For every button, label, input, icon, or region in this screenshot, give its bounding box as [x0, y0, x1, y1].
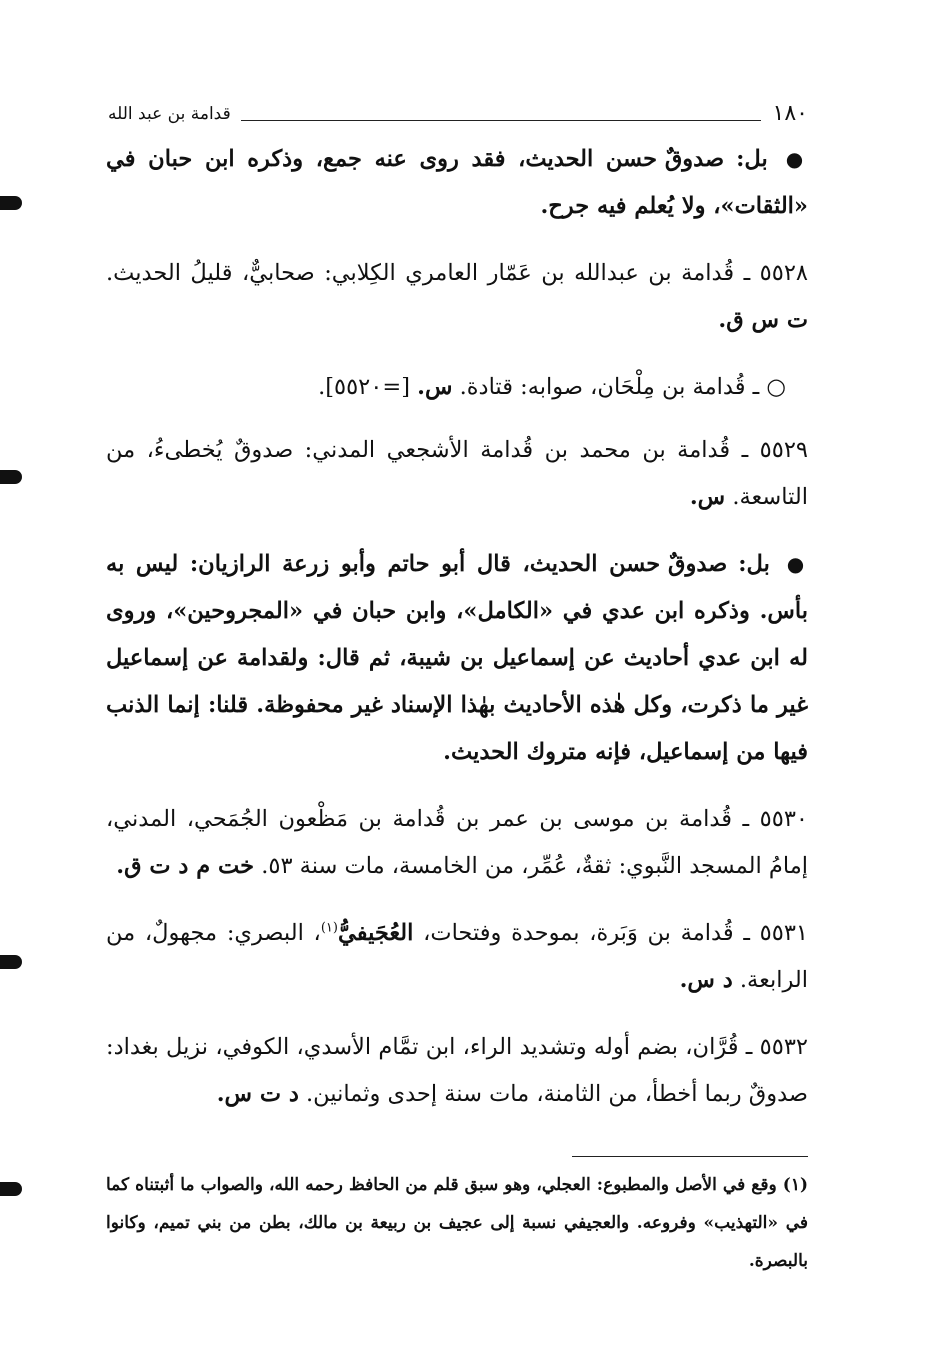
footnote-text: وقع في الأصل والمطبوع: العجلي، وهو سبق قلم من الحافظ رحمه الله، والصواب ما أثبتناه كما في «التهذيب» وفروعه. والعجيفي نسبة إلى عجيف بن ربيعة بن مالك، بطن من بني تميم، وكانوا بالبصرة. — [106, 1175, 808, 1271]
entry-5531 — [106, 910, 808, 1004]
entry-codes: د ت س. — [216, 1081, 299, 1107]
entry-text: قُدامة بن محمد بن قُدامة الأشجعي المدني: صدوقٌ يُخطىءُ، من التاسعة. — [106, 437, 808, 510]
entry-lead: بل: — [738, 551, 770, 577]
entry-text: صدوقٌ حسن الحديث، فقد روى عنه جمع، وذكره ابن حبان في «الثقات»، ولا يُعلم فيه جرح. — [106, 146, 808, 219]
footnote-rule — [572, 1156, 808, 1157]
entry-text: قُدامة بن موسى بن عمر بن قُدامة بن مَظْعون الجُمَحي، المدني، إمامُ المسجد النَّبوي: ثقةٌ، عُمِّر، من الخامسة، مات سنة ٥٣. — [106, 806, 808, 879]
entry-comment — [106, 541, 808, 776]
entry-codes: د س. — [679, 967, 733, 993]
running-header — [108, 96, 808, 126]
entry-cross-ref — [106, 364, 808, 411]
entry-5528 — [106, 250, 808, 344]
edge-tab-mark — [0, 955, 22, 969]
entry-comment — [106, 136, 808, 230]
header-rule — [241, 120, 761, 121]
bullet-icon: ● — [785, 147, 808, 171]
entry-5532 — [106, 1024, 808, 1118]
entry-number: ٥٥٣٠ ـ — [742, 806, 809, 832]
entry-tail: [=٥٥٢٠]. — [318, 374, 410, 400]
edge-tab-mark — [0, 196, 22, 210]
main-text — [106, 136, 808, 1138]
entry-number: ٥٥٣١ ـ — [743, 920, 808, 946]
entry-text: قُدامة بن عبدالله بن عَمّار العامري الكِلابي: صحابيٌّ، قليلُ الحديث. — [106, 260, 735, 286]
entry-codes: س. — [417, 374, 453, 400]
entry-number: ٥٥٢٩ ـ — [741, 437, 808, 463]
entry-nisba: العُجَيفيُّ — [337, 920, 414, 946]
entry-text: قُرَّان، بضم أوله وتشديد الراء، ابن تمَّام الأسدي، الكوفي، نزيل بغداد: صدوقٌ ربما أخطأ، من الثامنة، مات سنة إحدى وثمانين. — [106, 1034, 808, 1107]
entry-5530 — [106, 796, 808, 890]
page-number: ١٨٠ — [772, 101, 808, 126]
bullet-icon: ● — [786, 552, 809, 576]
entry-number: ٥٥٣٢ ـ — [745, 1034, 808, 1060]
entry-text: قُدامة بن مِلْحَان، صوابه: قتادة. — [459, 374, 746, 400]
circle-icon: ○ — [766, 374, 786, 400]
entry-text: صدوقٌ حسن الحديث، قال أبو حاتم وأبو زرعة الرازيان: ليس به بأس. وذكره ابن عدي في «الكامل»، وابن حبان في «المجروحين»، وروى له ابن عدي أحاديث عن إسماعيل بن شيبة، ثم قال: ولقدامة عن إسماعيل غير ما ذكرت، وكل هٰذه الأحاديث بهٰذا الإسناد غير محفوظة. قلنا: إنما الذنب فيها من إسماعيل، فإنه متروك الحديث. — [106, 551, 808, 765]
running-title: قدامة بن عبد الله — [108, 104, 231, 124]
footnote-ref[interactable]: (١) — [320, 920, 338, 936]
entry-codes: ت س ق. — [718, 307, 808, 333]
entry-5529 — [106, 427, 808, 521]
edge-tab-mark — [0, 470, 22, 484]
entry-text: قُدامة بن وَبَرة، بموحدة وفتحات، — [423, 920, 734, 946]
entry-lead: بل: — [736, 146, 768, 172]
edge-tab-mark — [0, 1182, 22, 1196]
entry-codes: س. — [689, 484, 726, 510]
entry-number: ٥٥٢٨ ـ — [743, 260, 808, 286]
footnote-marker: (١) — [782, 1175, 808, 1195]
entry-text: ، البصري: مجهولٌ، من الرابعة. — [106, 920, 808, 993]
entry-lead: ـ — [752, 374, 760, 400]
entry-codes: خت م د ت ق. — [116, 853, 255, 879]
footnote — [106, 1166, 808, 1280]
